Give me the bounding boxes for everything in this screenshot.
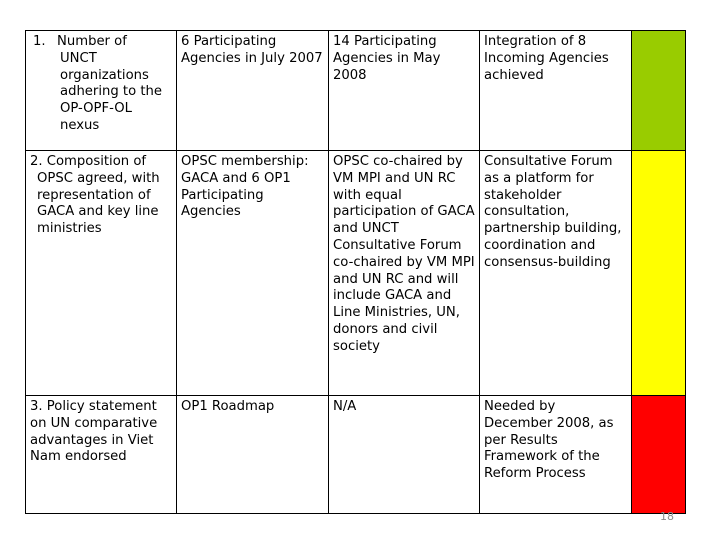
objective-number: 1. (33, 34, 46, 49)
objective-cell (26, 31, 177, 151)
results-table (25, 30, 686, 514)
baseline-cell: OP1 Roadmap (177, 396, 329, 514)
progress-cell: OPSC co-chaired by VM MPI and UN RC with equal participation of GACA and UNCT Consultative Forum co-chaired by VM MPI and UN RC and will include GACA and Line Ministries, UN, donors and civil society (329, 151, 480, 396)
status-indicator (632, 396, 686, 514)
baseline-cell: OPSC membership: GACA and 6 OP1 Participating Agencies (177, 151, 329, 396)
objective-text: 2. Composition of OPSC agreed, with representation of GACA and key line ministries (30, 154, 160, 237)
objective-cell (26, 151, 177, 396)
baseline-cell: 6 Participating Agencies in July 2007 (177, 31, 329, 151)
status-indicator (632, 151, 686, 396)
objective-cell: 3. Policy statement on UN comparative advantages in Viet Nam endorsed (26, 396, 177, 514)
target-cell: Integration of 8 Incoming Agencies achieved (480, 31, 632, 151)
target-cell: Consultative Forum as a platform for stakeholder consultation, partnership building, coordination and consensus-building (480, 151, 632, 396)
table-row (26, 396, 686, 514)
page-number: 18 (660, 510, 674, 523)
status-indicator (632, 31, 686, 151)
table-row (26, 151, 686, 396)
table-row (26, 31, 686, 151)
progress-cell: 14 Participating Agencies in May 2008 (329, 31, 480, 151)
progress-cell: N/A (329, 396, 480, 514)
objective-first-line: Number of (57, 34, 127, 49)
objective-text: UNCT organizations adhering to the OP-OPF-OL nexus (60, 50, 163, 133)
target-cell: Needed by December 2008, as per Results Framework of the Reform Process (480, 396, 632, 514)
